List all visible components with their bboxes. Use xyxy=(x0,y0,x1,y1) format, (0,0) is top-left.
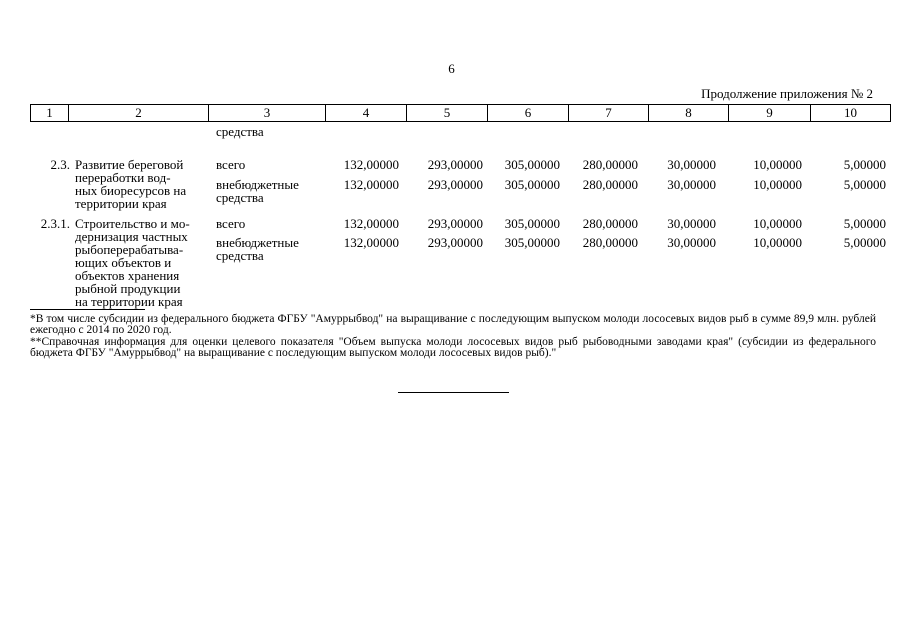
footnote-divider xyxy=(30,309,145,310)
row-name-line: дернизация частных xyxy=(75,229,188,244)
footnote: *В том числе субсидии из федерального бюджета ФГБУ "Амуррыбвод" на выращивание с последующим выпуском молоди лососевых видов рыб в сумме 89,9 млн. рублей ежегодно с 2014 по 2020 год. xyxy=(30,313,876,336)
value-cell: 305,00000 xyxy=(504,216,560,231)
value-cell: 5,00000 xyxy=(843,216,886,231)
value-cell: 5,00000 xyxy=(843,177,886,192)
value-cell: 10,00000 xyxy=(753,157,802,172)
value-cell: 132,00000 xyxy=(343,235,399,250)
source-cell xyxy=(216,236,331,262)
header-cell: 1 xyxy=(31,105,69,122)
row-name-line: рыбной продукции xyxy=(75,281,181,296)
row-number: 2.3.1. xyxy=(40,216,70,231)
header-cell: 5 xyxy=(407,105,488,122)
row-name-line: переработки вод- xyxy=(75,170,171,185)
source-cell xyxy=(216,178,331,204)
value-cell: 10,00000 xyxy=(753,216,802,231)
header-cell: 2 xyxy=(69,105,209,122)
value-cell: 132,00000 xyxy=(343,216,399,231)
source-cell: всего xyxy=(216,216,246,231)
value-cell: 280,00000 xyxy=(582,235,638,250)
value-cell: 30,00000 xyxy=(667,216,716,231)
value-cell: 5,00000 xyxy=(843,157,886,172)
header-row xyxy=(31,105,891,122)
source-line: средства xyxy=(216,248,264,263)
table-body xyxy=(30,124,890,309)
header-cell: 10 xyxy=(811,105,891,122)
value-cell: 293,00000 xyxy=(427,216,483,231)
value-cell: 305,00000 xyxy=(504,177,560,192)
row-name-line: Строительство и мо- xyxy=(75,216,190,231)
source-cell: средства xyxy=(216,124,264,139)
value-cell: 10,00000 xyxy=(753,177,802,192)
row-name-line: ных биоресурсов на xyxy=(75,183,187,198)
header-cell: 6 xyxy=(488,105,569,122)
value-cell: 305,00000 xyxy=(504,235,560,250)
header-cell: 3 xyxy=(209,105,326,122)
value-cell: 30,00000 xyxy=(667,235,716,250)
value-cell: 132,00000 xyxy=(343,157,399,172)
row-name xyxy=(75,217,215,308)
row-name-line: территории края xyxy=(75,196,167,211)
column-header-table xyxy=(30,104,891,122)
row-name-line: Развитие береговой xyxy=(75,157,184,172)
source-line: внебюджетные xyxy=(216,235,299,250)
end-divider xyxy=(398,392,509,393)
source-line: внебюджетные xyxy=(216,177,299,192)
header-cell: 9 xyxy=(729,105,811,122)
continuation-label: Продолжение приложения № 2 xyxy=(701,86,873,101)
footnote: **Справочная информация для оценки целевого показателя "Объем выпуска молоди лососевых видов рыб рыбоводными заводами края" (субсидии из федерального бюджета ФГБУ "Амуррыбвод" на выращивание с последующим выпуском молоди лососевых видов рыб)." xyxy=(30,336,876,359)
value-cell: 280,00000 xyxy=(582,177,638,192)
value-cell: 132,00000 xyxy=(343,177,399,192)
value-cell: 280,00000 xyxy=(582,216,638,231)
value-cell: 10,00000 xyxy=(753,235,802,250)
source-cell: всего xyxy=(216,157,246,172)
value-cell: 30,00000 xyxy=(667,177,716,192)
value-cell: 305,00000 xyxy=(504,157,560,172)
row-name xyxy=(75,158,215,210)
value-cell: 293,00000 xyxy=(427,177,483,192)
value-cell: 280,00000 xyxy=(582,157,638,172)
carryover-row xyxy=(30,125,890,138)
row-name-line: рыбоперерабатыва- xyxy=(75,242,184,257)
page-number: 6 xyxy=(448,61,455,76)
row-name-line: ющих объектов и xyxy=(75,255,172,270)
header-cell: 7 xyxy=(569,105,649,122)
value-cell: 293,00000 xyxy=(427,157,483,172)
value-cell: 293,00000 xyxy=(427,235,483,250)
source-line: средства xyxy=(216,190,264,205)
header-cell: 8 xyxy=(649,105,729,122)
header-cell: 4 xyxy=(326,105,407,122)
value-cell: 30,00000 xyxy=(667,157,716,172)
row-name-line: объектов хранения xyxy=(75,268,180,283)
value-cell: 5,00000 xyxy=(843,235,886,250)
row-name-line: на территории края xyxy=(75,294,183,309)
row-number: 2.3. xyxy=(50,157,70,172)
